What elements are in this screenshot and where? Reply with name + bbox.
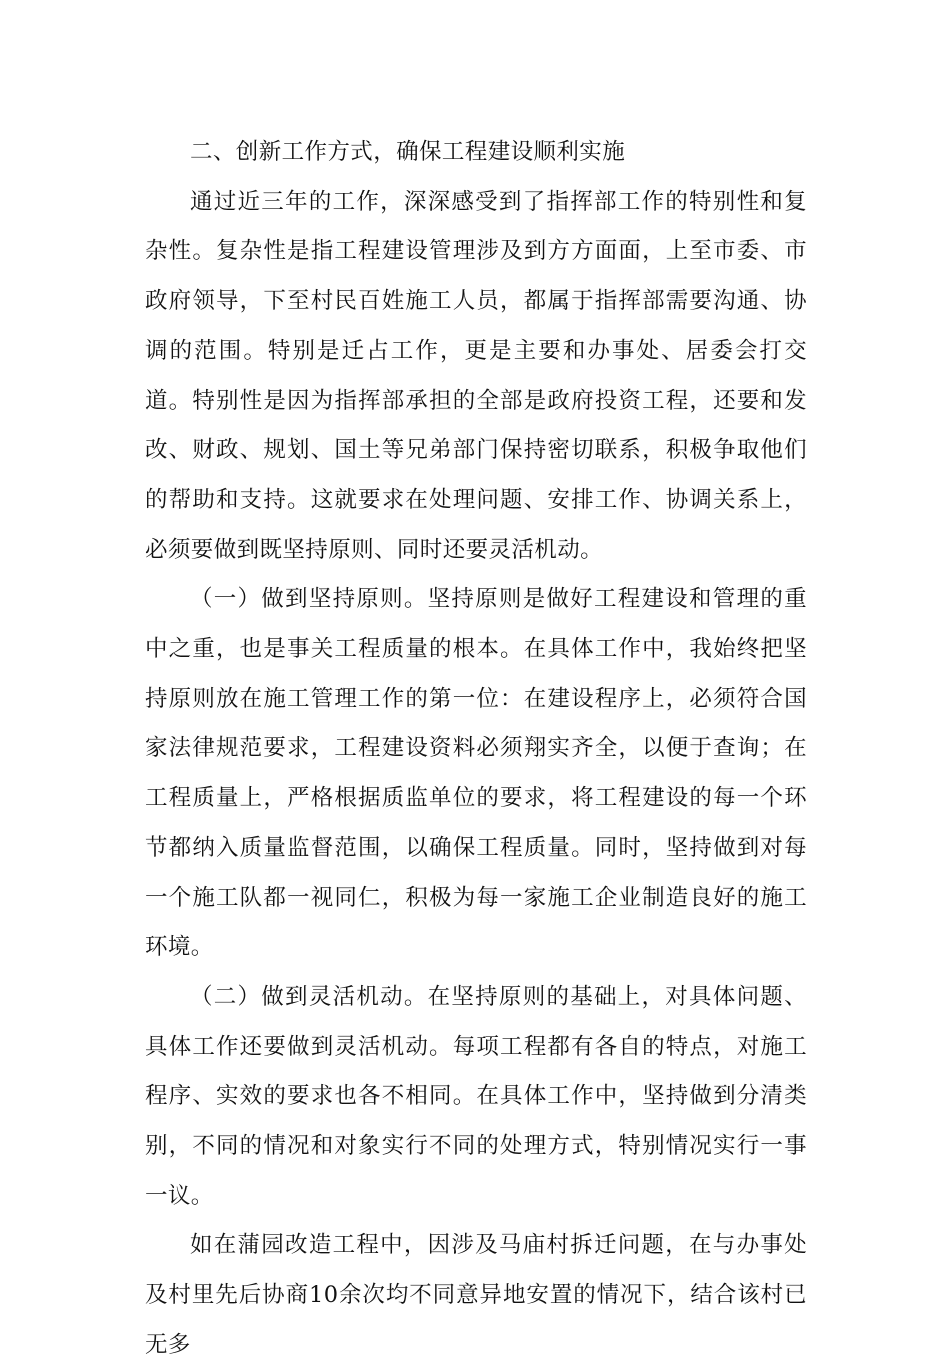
section-heading: 二、创新工作方式，确保工程建设顺利实施 bbox=[190, 139, 626, 165]
document-body bbox=[145, 128, 807, 1371]
paragraph-intro: 通过近三年的工作，深深感受到了指挥部工作的特别性和复杂性。复杂性是指工程建设管理涉及到方方面面，上至市委、市政府领导，下至村民百姓施工人员，都属于指挥部需要沟通、协调的范围。特别是迁占工作，更是主要和办事处、居委会打交道。特别性是因为指挥部承担的全部是政府投资工程，还要和发改、财政、规划、国土等兄弟部门保持密切联系，积极争取他们的帮助和支持。这就要求在处理问题、安排工作、协调关系上，必须要做到既坚持原则、同时还要灵活机动。 bbox=[145, 188, 807, 563]
paragraph-example: 如在蒲园改造工程中，因涉及马庙村拆迁问题，在与办事处及村里先后协商10余次均不同意异地安置的情况下，结合该村已无多 bbox=[145, 1232, 807, 1358]
paragraph-principle: （一）做到坚持原则。坚持原则是做好工程建设和管理的重中之重，也是事关工程质量的根本。在具体工作中，我始终把坚持原则放在施工管理工作的第一位：在建设程序上，必须符合国家法律规范要求，工程建设资料必须翔实齐全，以便于查询；在工程质量上，严格根据质监单位的要求，将工程建设的每一个环节都纳入质量监督范围，以确保工程质量。同时，坚持做到对每一个施工队都一视同仁，积极为每一家施工企业制造良好的施工环境。 bbox=[145, 586, 807, 961]
paragraph-flexibility: （二）做到灵活机动。在坚持原则的基础上，对具体问题、具体工作还要做到灵活机动。每项工程都有各自的特点，对施工程序、实效的要求也各不相同。在具体工作中，坚持做到分清类别，不同的情况和对象实行不同的处理方式，特别情况实行一事一议。 bbox=[145, 983, 807, 1209]
